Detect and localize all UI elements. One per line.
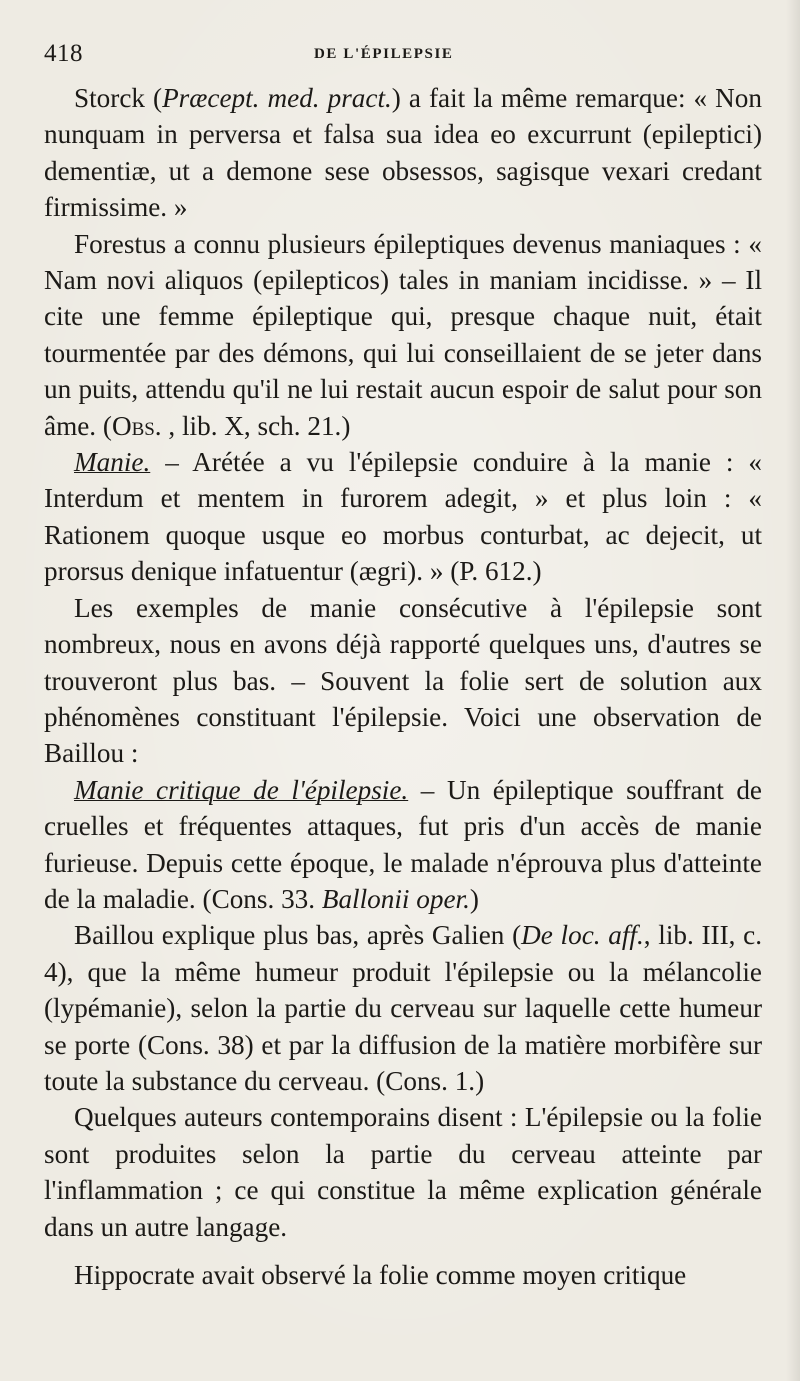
text-segment: – Arétée a vu l'épilepsie conduire à la manie : « Interdum et mentem in furorem adegit, » et plus loin : « Rationem quoque usque eo morbus conturbat, ac dejecit, ut prorsus denique infatuentur (ægri). » (P. 612.) (44, 447, 762, 587)
text-segment: Quelques auteurs contemporains disent : L'épilepsie ou la folie sont produites selon la partie du cerveau atteinte par l'inflammation ; ce qui constitue la même explication générale dans un autre langage. (44, 1102, 762, 1242)
paragraph-storck (44, 80, 762, 226)
text-segment: Hippocrate avait observé la folie comme moyen critique (74, 1260, 687, 1290)
text-segment: Ballonii oper. (321, 883, 470, 914)
text-segment: , lib. X, sch. 21.) (161, 410, 351, 441)
text-segment: ) a fait la même remarque: « Non nunquam in perversa et falsa sua idea eo excurrunt (epileptici) dementiæ, ut a demone sese obsessos, sagisque vexari credant firmissime. » (44, 83, 762, 223)
paragraph-manie-critique (44, 772, 762, 918)
paragraph-auteurs-contemporains (44, 1099, 762, 1245)
text-segment: De loc. aff. (521, 920, 644, 951)
body-text (44, 80, 762, 1293)
paragraph-forestus (44, 226, 762, 444)
running-head: DE L'ÉPILEPSIE (314, 46, 454, 62)
text-segment: , lib. III, c. 4), que la même humeur produit l'épilepsie ou la mélancolie (lypémanie), selon la partie du cerveau sur laquelle cette humeur se porte (Cons. 38) et par la diffusion de la matière morbifère sur toute la substance du cerveau. (Cons. 1.) (44, 920, 762, 1096)
text-segment: Baillou explique plus bas, après Galien ( (74, 920, 522, 951)
text-segment: ) (469, 883, 479, 914)
text-segment: Manie. (74, 447, 151, 478)
text-segment: Storck ( (74, 83, 163, 113)
paragraph-exemples-manie (44, 590, 762, 772)
page-number: 418 (44, 40, 83, 67)
text-segment: Forestus a connu plusieurs épileptiques devenus maniaques : « Nam novi aliquos (epilepticos) tales in maniam incidisse. » – Il cite une femme épileptique qui, presque chaque nuit, était tourmentée par des démons, qui lui conseillaient de se jeter dans un puits, attendu qu'il ne lui restait aucun espoir de salut pour son âme. ( (44, 228, 762, 441)
page-header (44, 40, 760, 70)
text-segment: Les exemples de manie consécutive à l'épilepsie sont nombreux, nous en avons déjà rapporté quelques uns, d'autres se trouveront plus bas. – Souvent la folie sert de solution aux phénomènes constituant l'épilepsie. Voici une observation de Baillou : (44, 592, 762, 769)
text-segment: – Un épileptique souffrant de cruelles et fréquentes attaques, fut pris d'un accès de manie furieuse. Depuis cette époque, le malade n'éprouva plus d'atteinte de la maladie. (Cons. 33. (44, 774, 762, 914)
page-edge-shadow (786, 0, 800, 1381)
paragraph-baillou (44, 917, 762, 1099)
text-segment: Manie critique de l'épilepsie. (74, 774, 409, 805)
text-segment: Obs. (111, 410, 162, 441)
text-segment: Præcept. med. pract. (162, 83, 392, 113)
paragraph-manie-aretee (44, 444, 762, 590)
paragraph-hippocrate (44, 1257, 762, 1293)
